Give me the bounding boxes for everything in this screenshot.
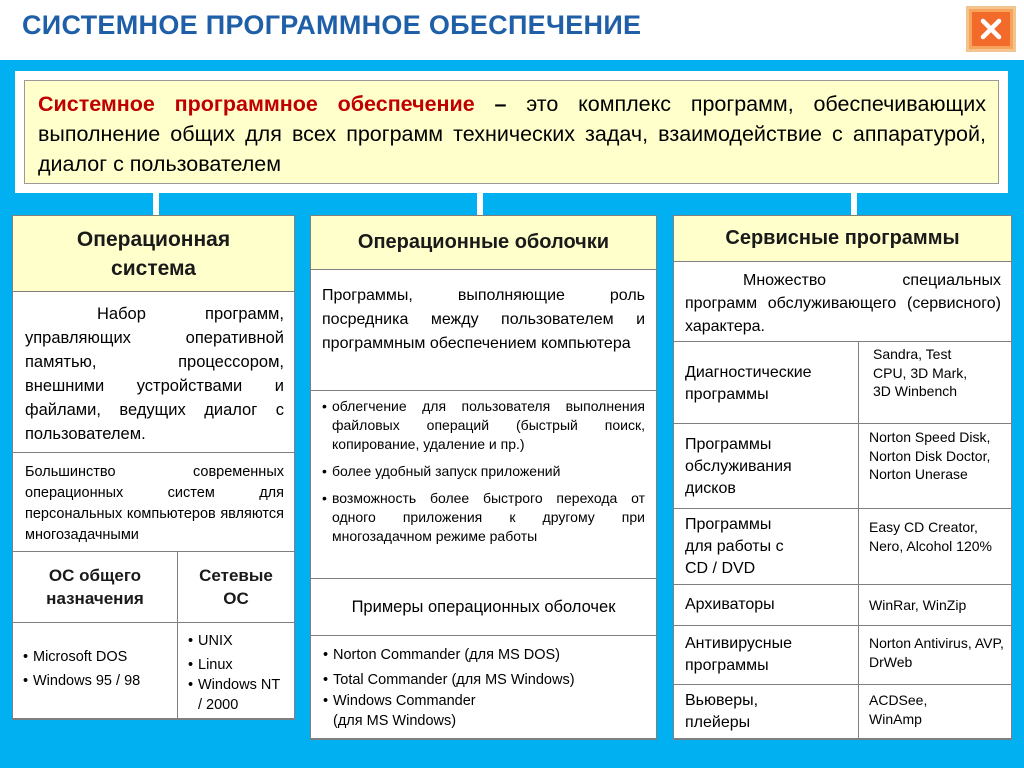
table-row-category: Программы обслуживания дисков (673, 423, 859, 509)
list-item: • Total Commander (для MS Windows) (323, 669, 644, 691)
table-row-examples: Easy CD Creator, Nero, Alcohol 120% (858, 508, 1012, 585)
table-row-examples: WinRar, WinZip (858, 584, 1012, 626)
os-header: Операционная система (12, 215, 295, 292)
os-column (12, 215, 295, 719)
os-general-header: ОС общего назначения (12, 551, 178, 623)
table-row-examples: Norton Speed Disk, Norton Disk Doctor, Norton Unerase (858, 423, 1012, 509)
services-header: Сервисные программы (673, 215, 1012, 262)
definition-dash: – (474, 92, 527, 116)
close-button[interactable] (966, 6, 1016, 52)
list-item: • UNIX (188, 631, 294, 651)
table-row-category: Архиваторы (673, 584, 859, 626)
list-item: • более удобный запуск приложений (322, 462, 645, 481)
os-note (12, 452, 295, 552)
table-row-examples: Norton Antivirus, AVP, DrWeb (858, 625, 1012, 685)
top-bar (0, 0, 1024, 60)
page-title: СИСТЕМНОЕ ПРОГРАММНОЕ ОБЕСПЕЧЕНИЕ (22, 10, 642, 40)
shells-description-text: Программы, выполняющие роль посредника между пользователем и программным обеспечением компьютера (322, 287, 645, 352)
shells-description (310, 269, 657, 391)
os-network-list (177, 622, 295, 720)
list-item: • Windows 95 / 98 (23, 669, 177, 693)
list-item: • облегчение для пользователя выполнения файловых операций (быстрый поиск, копирование, удаление и пр.) (322, 397, 645, 454)
os-description-text: Набор программ, управляющих оперативной памятью, процессором, внешними устройствами и файлами, ведущих диалог с пользователем. (25, 305, 284, 443)
definition-body: это комплекс программ, обеспечивающих выполнение общих для всех программ технических задач, взаимодействие с аппаратурой, диалог с пользователем (38, 92, 986, 176)
os-network-header: Сетевые ОС (177, 551, 295, 623)
connector-right (851, 193, 857, 217)
os-note-text: Большинство современных операционных систем для персональных компьютеров являются многозадачными (25, 464, 284, 543)
connector-left (153, 193, 159, 217)
services-description (673, 261, 1012, 342)
definition-text (24, 80, 999, 184)
list-item: • Windows Commander (для MS Windows) (323, 691, 644, 731)
table-row-examples: Sandra, Test CPU, 3D Mark, 3D Winbench (858, 341, 1012, 424)
shells-examples-list (310, 635, 657, 740)
shells-benefits (310, 390, 657, 579)
connector-middle (477, 193, 483, 217)
shells-examples-header: Примеры операционных оболочек (310, 578, 657, 636)
definition-box (15, 71, 1008, 193)
list-item: • Windows NT / 2000 (188, 675, 294, 715)
os-general-list (12, 622, 178, 720)
list-item: • Linux (188, 655, 294, 675)
close-icon (972, 12, 1010, 46)
shells-column (310, 215, 657, 739)
definition-term: Системное программное обеспечение (38, 92, 475, 116)
table-row-category: Программы для работы с CD / DVD (673, 508, 859, 585)
services-column (673, 215, 1012, 739)
list-item: • Norton Commander (для MS DOS) (323, 644, 644, 666)
os-description (12, 291, 295, 453)
list-item: • возможность более быстрого перехода от одного приложения к другому при многозадачном режиме работы (322, 489, 645, 546)
table-row-examples: ACDSee, WinAmp (858, 684, 1012, 740)
shells-header: Операционные оболочки (310, 215, 657, 270)
table-row-category: Антивирусные программы (673, 625, 859, 685)
services-description-text: Множество специальных программ обслуживающего (сервисного) характера. (685, 272, 1001, 335)
list-item: • Microsoft DOS (23, 645, 177, 669)
table-row-category: Диагностические программы (673, 341, 859, 424)
table-row-category: Вьюверы, плейеры (673, 684, 859, 740)
